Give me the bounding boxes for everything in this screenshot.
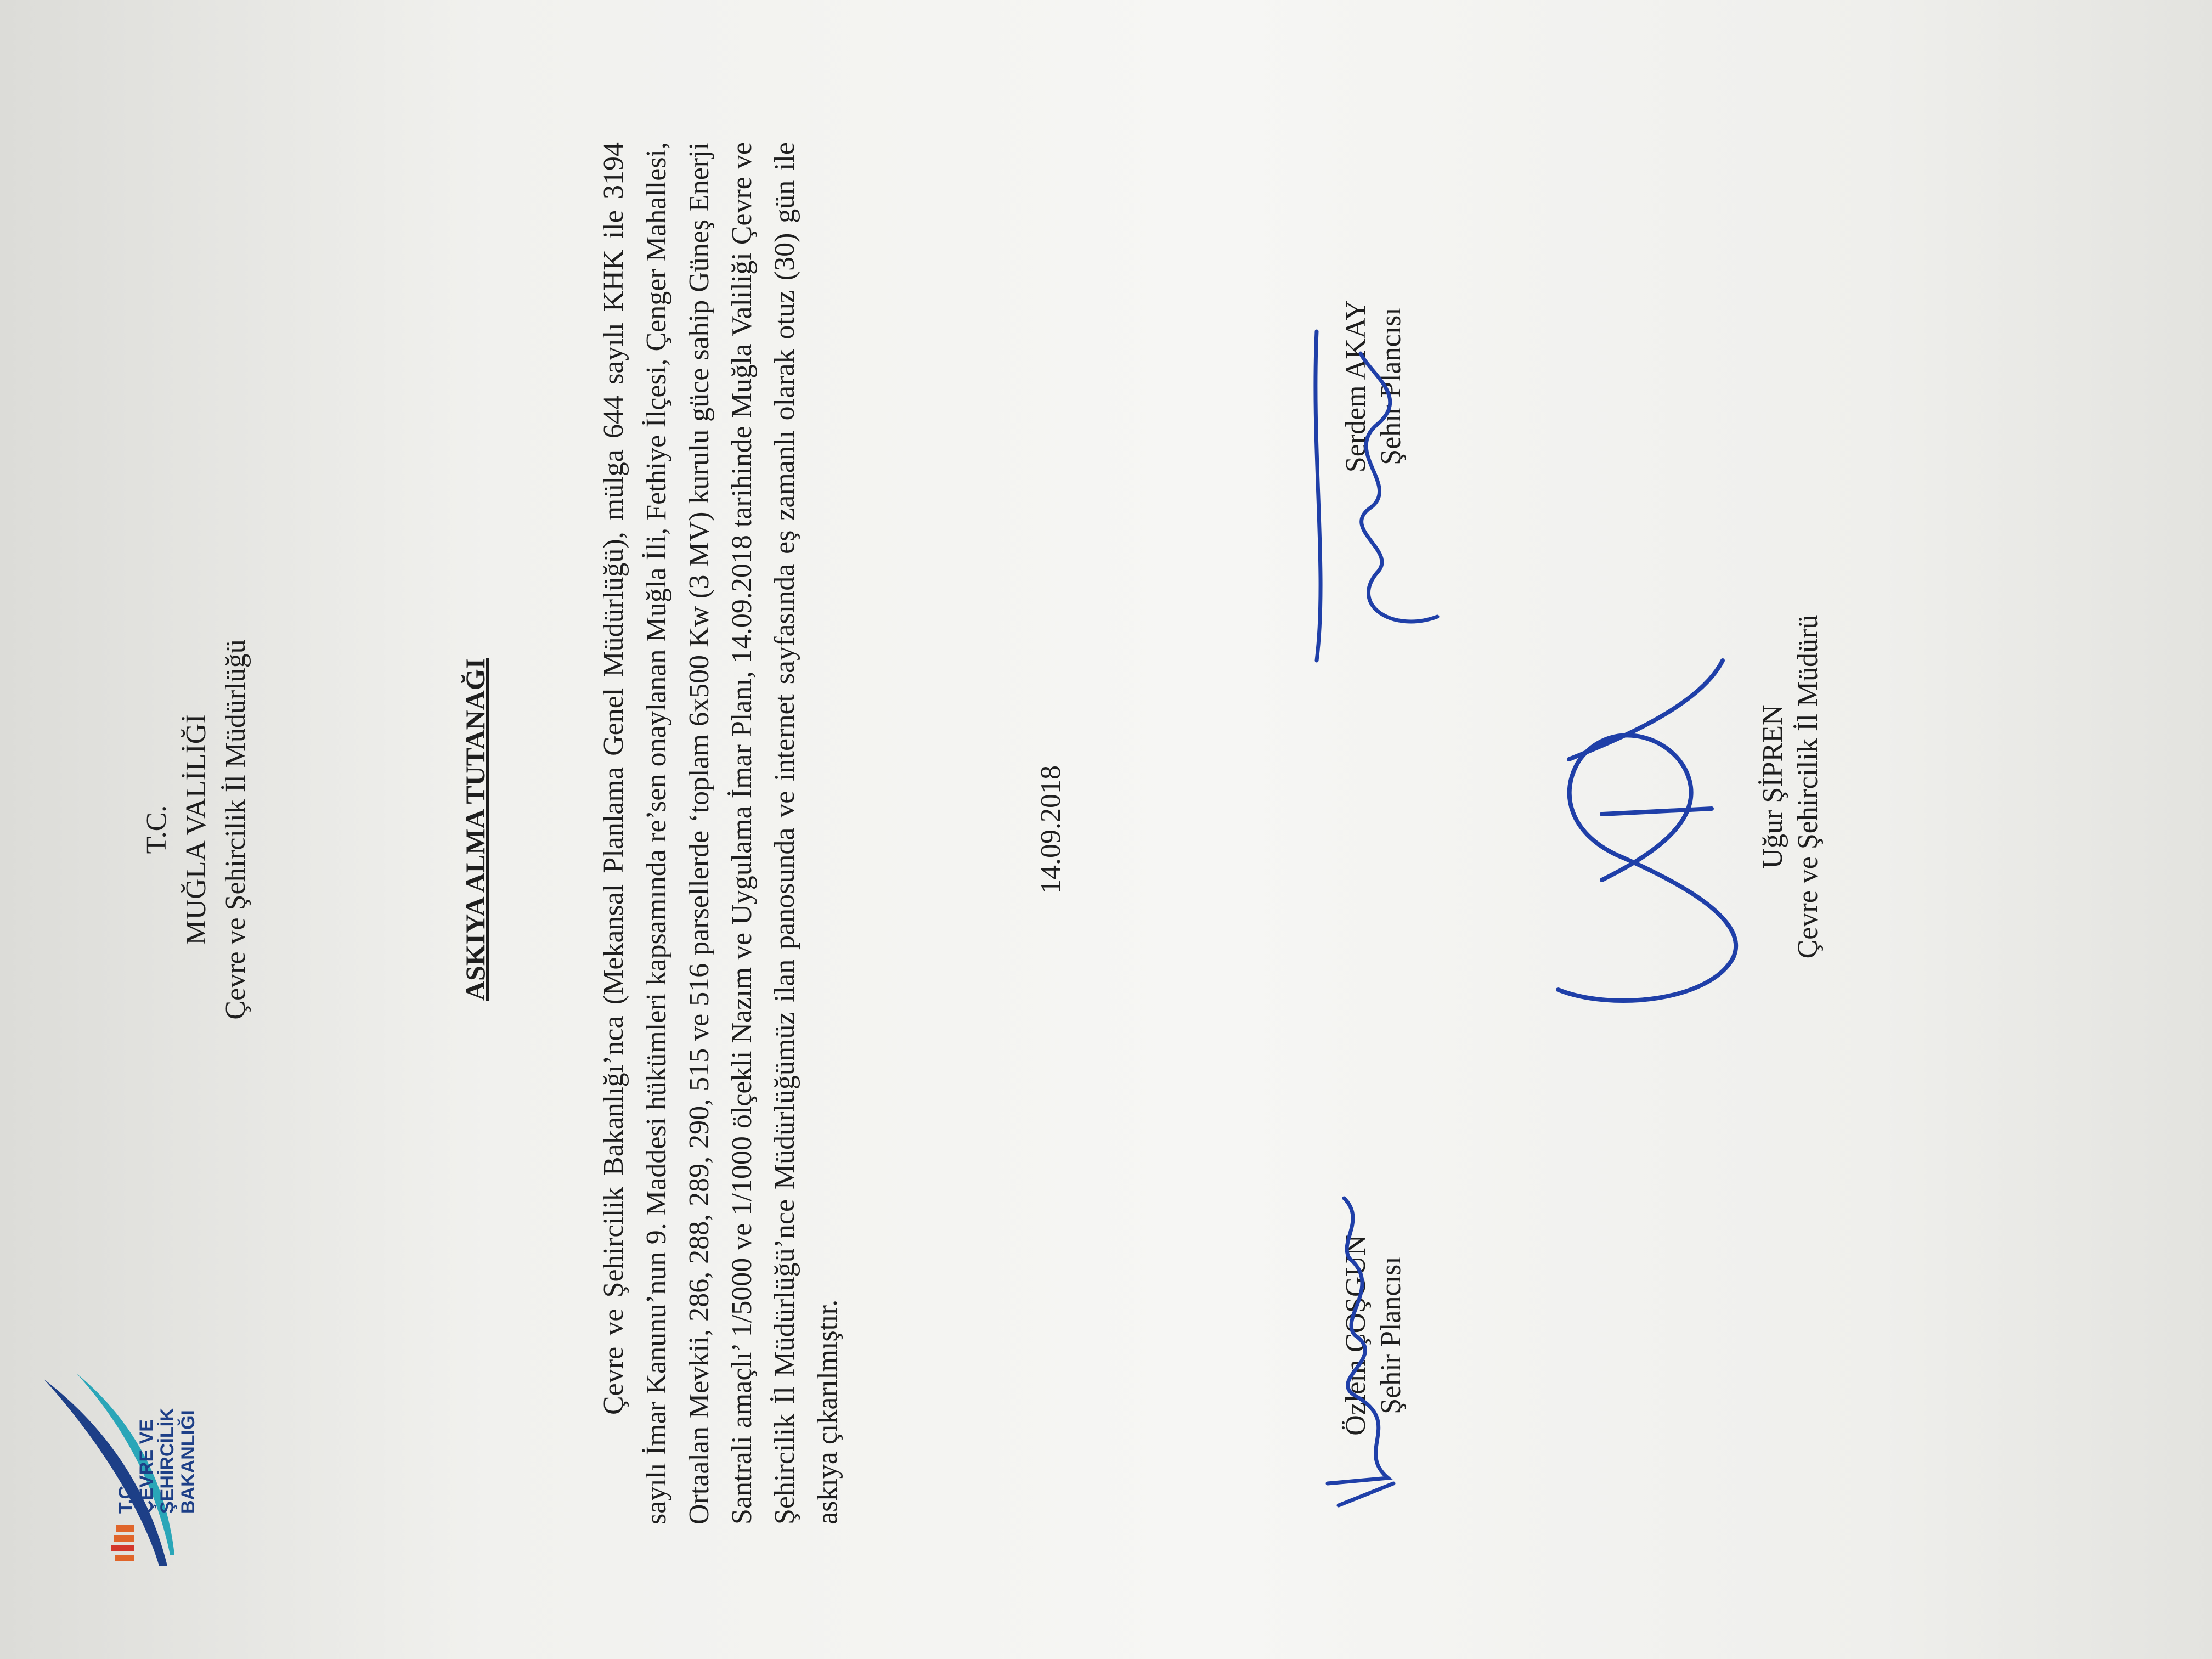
logo-line-2: ÇEVRE VE ŞEHİRCİLİK	[136, 1408, 178, 1514]
signatory-1-role: Şehir Plancısı	[1375, 1256, 1407, 1414]
header-line-3: Çevre ve Şehircilik İl Müdürlüğü	[220, 639, 251, 1020]
header-line-2: MUĞLA VALİLİĞİ	[180, 714, 212, 945]
signature-1	[1306, 1187, 1415, 1516]
document-date: 14.09.2018	[1035, 765, 1066, 894]
bar-orange-1	[115, 1555, 134, 1561]
signatory-3	[1756, 485, 1826, 1088]
bar-orange-2	[114, 1535, 134, 1542]
body-text	[592, 142, 849, 1525]
signatory-2-role: Şehir Plancısı	[1375, 307, 1407, 465]
bar-orange-3	[116, 1525, 134, 1532]
signatory-3-role: Çevre ve Şehircilik İl Müdürü	[1792, 614, 1824, 959]
document-title: ASKIYA ALMA TUTANAĞI	[460, 658, 490, 1001]
signatory-2-name: Serdem AKAY	[1340, 300, 1372, 473]
header-block	[137, 0, 256, 1659]
header-line-1: T.C.	[141, 805, 172, 854]
body-paragraph: Çevre ve Şehircilik Bakanlığı’nca (Mekansal Planlama Genel Müdürlüğü), mülga 644 sayılı KHK ile 3194 sayılı İmar Kanunu’nun 9. Maddesi hükümleri kapsamında re’sen onaylanan Muğla İli, Fethiye İlçesi, Çenger Mahallesi, Ortaalan Mevkii, 286, 288, 289, 290, 515 ve 516 parsellerde ‘toplam 6x500 Kw (3 MV) kurulu güce sahip Güneş Enerji Santrali amaçlı’ 1/5000 ve 1/1000 ölçekli Nazım ve Uygulama İmar Planı, 14.09.2018 tarihinde Muğla Valiliği Çevre ve Şehircilik İl Müdürlüğü’nce Müdürlüğümüz ilan panosunda ve internet sayfasında eş zamanlı olarak otuz (30) gün ile askıya çıkarılmıştır.	[598, 142, 843, 1525]
signatory-3-name: Uğur ŞİPREN	[1757, 704, 1788, 869]
logo-line-1: T.C.	[115, 1480, 136, 1514]
signatory-1-name: Özlem ÇOŞGUN	[1340, 1235, 1372, 1436]
bar-red	[111, 1545, 134, 1551]
signature-3	[1536, 606, 1756, 1045]
logo-line-3: BAKANLIĞI	[178, 1410, 199, 1514]
signature-2	[1295, 298, 1459, 682]
